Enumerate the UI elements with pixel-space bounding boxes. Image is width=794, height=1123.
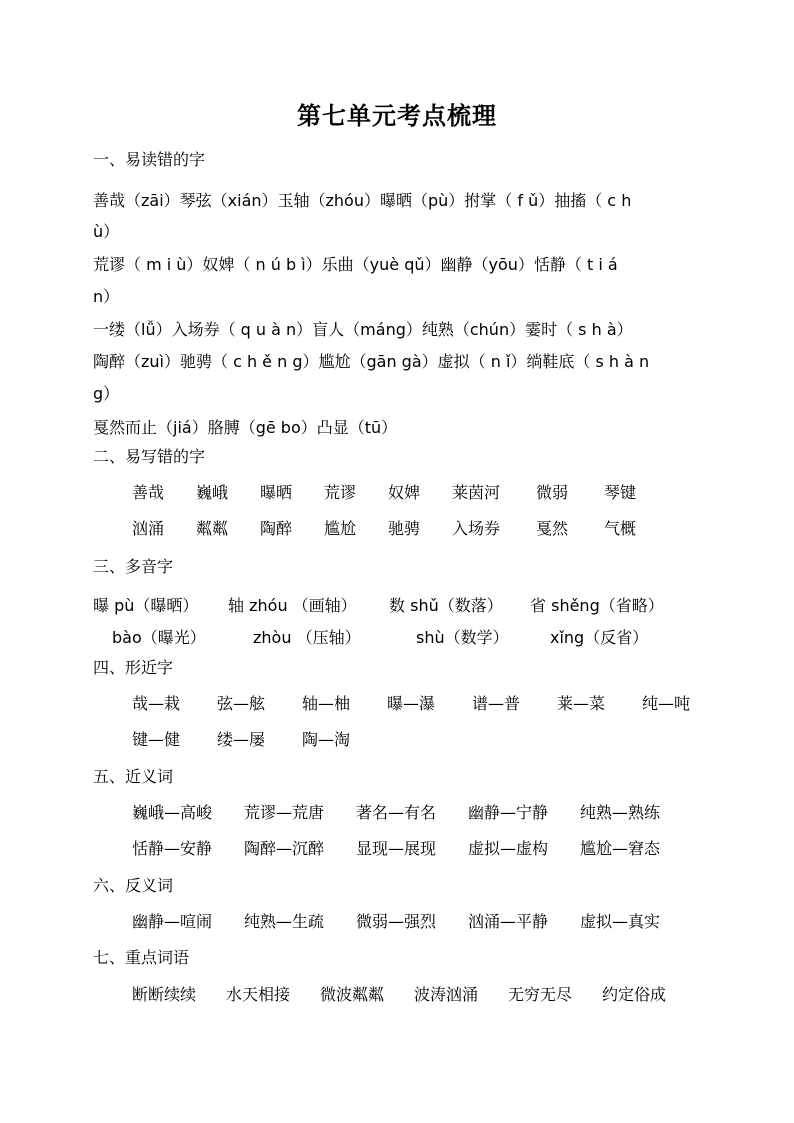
example-word: （曝光） — [141, 628, 206, 647]
word-pair: 荒谬—荒唐 — [244, 803, 325, 822]
word-pair: 尴尬—窘态 — [580, 839, 661, 858]
phrase-item: 约定俗成 — [602, 985, 667, 1004]
pinyin-line-3: 荒谬（ m i ù）奴婢（ n ú b ì）乐曲（yuè qǔ）幽静（yōu）恬静（ t i á — [93, 255, 618, 274]
word-item: 巍峨 — [196, 483, 229, 502]
polyphonic-group — [416, 628, 509, 648]
word-pair: 纯熟—熟练 — [580, 803, 661, 822]
word-row — [132, 519, 668, 539]
word-row — [132, 985, 696, 1005]
word-pair: 虚拟—虚构 — [468, 839, 549, 858]
word-item: 善哉 — [132, 483, 165, 502]
polyphonic-group — [253, 628, 361, 648]
pinyin-line-6: 陶醉（zuì）驰骋（ c h ě n g）尴尬（gān gà）虚拟（ n ǐ）绱鞋底（ s h à n — [93, 352, 650, 371]
word-row — [132, 912, 692, 932]
word-item: 气概 — [604, 519, 637, 538]
polyphonic-group — [228, 596, 357, 616]
word-row — [132, 803, 692, 823]
polyphonic-char: 曝 — [93, 596, 110, 615]
section-heading-antonyms: 六、反义词 — [93, 876, 174, 895]
word-item: 戛然 — [536, 519, 569, 538]
example-word: （数落） — [438, 596, 503, 615]
example-word: （压轴） — [296, 628, 361, 647]
section-heading-similar-chars: 四、形近字 — [93, 658, 174, 677]
phrase-item: 无穷无尽 — [508, 985, 573, 1004]
word-pair: 哉—栽 — [132, 694, 181, 713]
word-pair: 陶—淘 — [302, 730, 351, 749]
word-pair: 莱—菜 — [557, 694, 606, 713]
word-pair: 纯熟—生疏 — [244, 912, 325, 931]
pinyin-line-4: n） — [93, 287, 120, 306]
word-row — [132, 730, 387, 750]
word-item: 陶醉 — [260, 519, 293, 538]
word-pair: 显现—展现 — [356, 839, 437, 858]
pinyin: shěng — [551, 596, 600, 615]
word-pair: 幽静—喧闹 — [132, 912, 213, 931]
word-pair: 著名—有名 — [356, 803, 437, 822]
word-pair: 谱—普 — [472, 694, 521, 713]
pinyin: bào — [112, 628, 142, 647]
pinyin-line-5: 一缕（lǚ）入场券（ q u à n）盲人（máng）纯熟（chún）霎时（ s h à） — [93, 320, 633, 339]
polyphonic-char: 轴 — [228, 596, 245, 615]
word-row — [132, 694, 727, 714]
word-item: 荒谬 — [324, 483, 357, 502]
section-heading-easy-miswrite: 二、易写错的字 — [93, 447, 206, 466]
word-pair: 纯—吨 — [642, 694, 691, 713]
phrase-item: 断断续续 — [132, 985, 197, 1004]
word-row — [132, 483, 668, 503]
word-item: 微弱 — [536, 483, 569, 502]
word-pair: 弦—舷 — [217, 694, 266, 713]
word-pair: 曝—瀑 — [387, 694, 436, 713]
polyphonic-char: 省 — [530, 596, 547, 615]
word-item: 驰骋 — [388, 519, 421, 538]
phrase-item: 微波粼粼 — [320, 985, 385, 1004]
pinyin: shù — [416, 628, 445, 647]
polyphonic-group — [112, 628, 206, 648]
word-pair: 幽静—宁静 — [468, 803, 549, 822]
word-item: 琴键 — [604, 483, 637, 502]
word-pair: 缕—屡 — [217, 730, 266, 749]
pinyin-line-8: 戛然而止（jiá）胳膊（gē bo）凸显（tū） — [93, 418, 398, 437]
pinyin: zhóu — [249, 596, 288, 615]
phrase-item: 水天相接 — [226, 985, 291, 1004]
polyphonic-group — [93, 596, 198, 616]
polyphonic-char: 数 — [389, 596, 406, 615]
page-title: 第七单元考点梳理 — [297, 101, 497, 130]
word-item: 莱茵河 — [452, 483, 501, 502]
word-item: 奴婢 — [388, 483, 421, 502]
example-word: （数学） — [444, 628, 509, 647]
example-word: （省略） — [599, 596, 664, 615]
polyphonic-group — [389, 596, 503, 616]
pinyin: pù — [114, 596, 135, 615]
word-pair: 陶醉—沉醉 — [244, 839, 325, 858]
pinyin: shǔ — [410, 596, 439, 615]
pinyin: xǐng — [550, 628, 585, 647]
word-item: 汹涌 — [132, 519, 165, 538]
pinyin-line-7: g） — [93, 384, 120, 403]
pinyin-line-2: ù） — [93, 222, 120, 241]
word-pair: 键—健 — [132, 730, 181, 749]
section-heading-easy-misread: 一、易读错的字 — [93, 150, 206, 169]
word-pair: 汹涌—平静 — [468, 912, 549, 931]
section-heading-synonyms: 五、近义词 — [93, 767, 174, 786]
word-pair: 恬静—安静 — [132, 839, 213, 858]
section-heading-polyphonic: 三、多音字 — [93, 557, 174, 576]
word-item: 入场券 — [452, 519, 501, 538]
word-pair: 虚拟—真实 — [580, 912, 661, 931]
pinyin-line-1: 善哉（zāi）琴弦（xián）玉轴（zhóu）曝晒（pù）拊掌（ f ǔ）抽搐（ c h — [93, 191, 632, 210]
section-heading-key-phrases: 七、重点词语 — [93, 948, 190, 967]
polyphonic-group — [550, 628, 648, 648]
word-pair: 微弱—强烈 — [356, 912, 437, 931]
word-row — [132, 839, 692, 859]
word-item: 尴尬 — [324, 519, 357, 538]
word-pair: 巍峨—高峻 — [132, 803, 213, 822]
polyphonic-group — [530, 596, 664, 616]
phrase-item: 波涛汹涌 — [414, 985, 479, 1004]
example-word: （反省） — [584, 628, 649, 647]
example-word: （曝晒） — [134, 596, 199, 615]
word-item: 曝晒 — [260, 483, 293, 502]
word-item: 粼粼 — [196, 519, 229, 538]
pinyin: zhòu — [253, 628, 292, 647]
example-word: （画轴） — [292, 596, 357, 615]
word-pair: 轴—柚 — [302, 694, 351, 713]
